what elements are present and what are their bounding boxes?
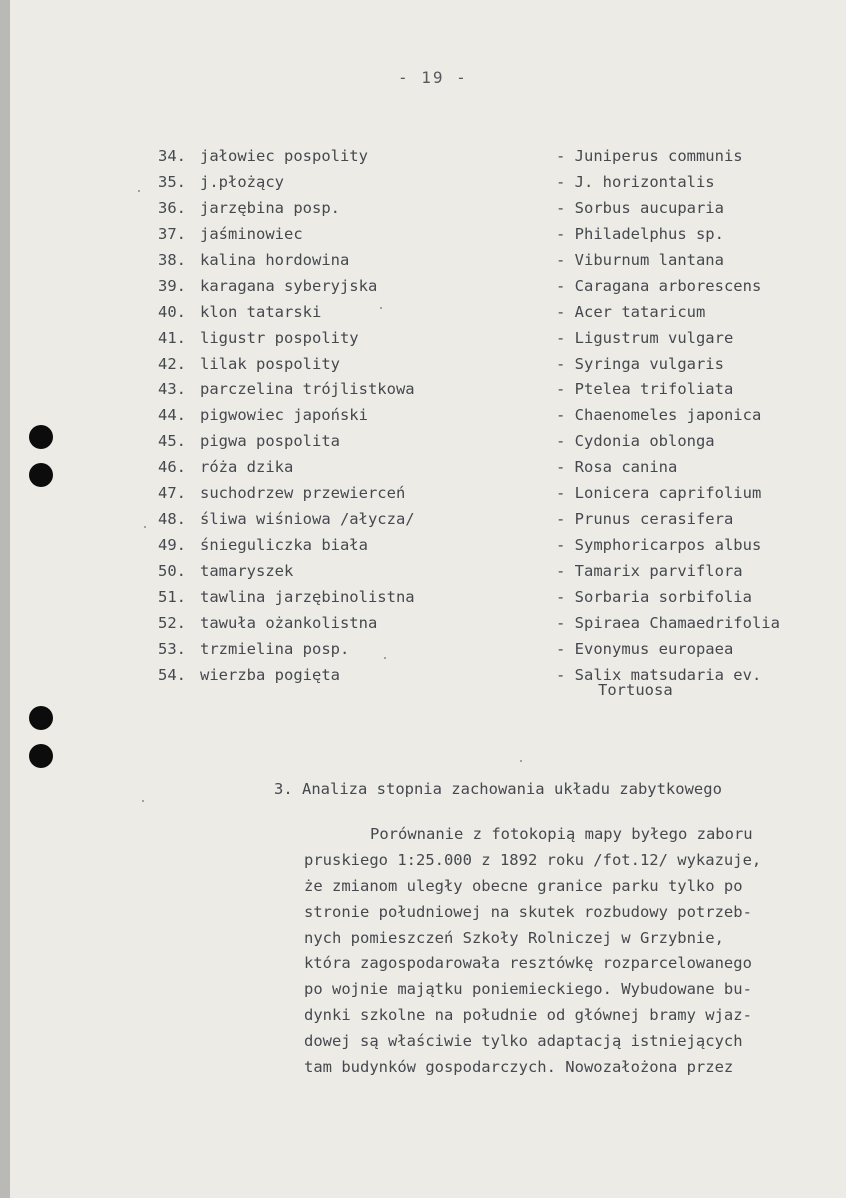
item-number: 38. bbox=[158, 250, 186, 269]
latin-name: - Juniperus communis bbox=[556, 147, 743, 165]
item-number: 48. bbox=[158, 510, 186, 529]
latin-name: - Symphoricarpos albus bbox=[556, 536, 762, 555]
latin-name: - Lonicera caprifolium bbox=[556, 484, 762, 503]
item-number: 47. bbox=[158, 484, 186, 503]
list-item bbox=[158, 403, 846, 429]
item-number: 45. bbox=[158, 432, 186, 451]
latin-name: - Salix matsudaria ev. bbox=[556, 665, 762, 684]
list-item bbox=[158, 507, 846, 533]
paragraph-line: po wojnie majątku poniemieckiego. Wybudowane bu- bbox=[304, 980, 752, 999]
list-item bbox=[158, 170, 846, 196]
paragraph-line: nych pomieszczeń Szkoły Rolniczej w Grzybnie, bbox=[304, 928, 724, 947]
polish-name: kalina hordowina bbox=[200, 250, 350, 269]
polish-name: pigwowiec japoński bbox=[200, 406, 368, 425]
paper-speck bbox=[520, 760, 522, 762]
punch-hole bbox=[29, 706, 53, 730]
item-number: 50. bbox=[158, 562, 186, 580]
list-item bbox=[158, 611, 846, 637]
latin-name: - Evonymus europaea bbox=[556, 639, 734, 658]
paragraph-line: która zagospodarowała resztówkę rozparcelowanego bbox=[304, 954, 752, 973]
item-number: 42. bbox=[158, 354, 186, 373]
list-item bbox=[158, 559, 846, 585]
polish-name: tamaryszek bbox=[200, 562, 294, 580]
latin-name: - Rosa canina bbox=[556, 458, 678, 477]
list-item bbox=[158, 196, 846, 222]
paragraph-line: tam budynków gospodarczych. Nowozałożona przez bbox=[304, 1058, 734, 1077]
punch-hole bbox=[29, 744, 53, 768]
paragraph-line: że zmianom uległy obecne granice parku tylko po bbox=[304, 876, 743, 895]
item-number: 49. bbox=[158, 536, 186, 555]
list-item bbox=[158, 455, 846, 481]
paragraph-line: Porównanie z fotokopią mapy byłego zaboru bbox=[370, 825, 753, 843]
latin-name: - Syringa vulgaris bbox=[556, 354, 724, 373]
punch-hole bbox=[29, 425, 53, 449]
polish-name: tawlina jarzębinolistna bbox=[200, 587, 415, 606]
item-number: 39. bbox=[158, 276, 186, 295]
list-item bbox=[158, 248, 846, 274]
page-number: - 19 - bbox=[398, 68, 468, 87]
document-page bbox=[10, 0, 846, 1198]
polish-name: lilak pospolity bbox=[200, 354, 340, 373]
latin-name: - Ptelea trifoliata bbox=[556, 380, 734, 399]
paper-speck bbox=[384, 657, 386, 659]
latin-name: - J. horizontalis bbox=[556, 172, 715, 191]
item-number: 41. bbox=[158, 328, 186, 347]
polish-name: suchodrzew przewierceń bbox=[200, 484, 406, 503]
list-item bbox=[158, 377, 846, 403]
polish-name: jaśminowiec bbox=[200, 224, 303, 243]
latin-name: - Ligustrum vulgare bbox=[556, 328, 734, 347]
paper-speck bbox=[380, 307, 382, 309]
list-item bbox=[158, 533, 846, 559]
paper-speck bbox=[138, 190, 140, 192]
item-number: 35. bbox=[158, 172, 186, 191]
polish-name: jarzębina posp. bbox=[200, 198, 340, 217]
item-number: 54. bbox=[158, 665, 186, 684]
polish-name: tawuła ożankolistna bbox=[200, 613, 378, 632]
polish-name: róża dzika bbox=[200, 458, 294, 477]
paragraph-line: dowej są właściwie tylko adaptacją istniejących bbox=[304, 1032, 743, 1051]
paragraph-line: stronie południowej na skutek rozbudowy potrzeb- bbox=[304, 902, 752, 921]
latin-name: - Chaenomeles japonica bbox=[556, 406, 762, 425]
item-number: 43. bbox=[158, 380, 186, 399]
paragraph-line: dynki szkolne na południe od głównej bramy wjaz- bbox=[304, 1006, 752, 1025]
item-number: 51. bbox=[158, 587, 186, 606]
item-number: 34. bbox=[158, 147, 186, 165]
species-list bbox=[158, 144, 846, 689]
polish-name: karagana syberyjska bbox=[200, 276, 378, 295]
polish-name: śliwa wiśniowa /ałycza/ bbox=[200, 510, 415, 529]
item-number: 37. bbox=[158, 224, 186, 243]
item-number: 53. bbox=[158, 639, 186, 658]
latin-name: - Sorbaria sorbifolia bbox=[556, 587, 752, 606]
polish-name: ligustr pospolity bbox=[200, 328, 359, 347]
polish-name: klon tatarski bbox=[200, 302, 322, 321]
list-item bbox=[158, 429, 846, 455]
paper-speck bbox=[144, 526, 146, 528]
polish-name: śnieguliczka biała bbox=[200, 536, 368, 555]
latin-name: - Prunus cerasifera bbox=[556, 510, 734, 529]
polish-name: trzmielina posp. bbox=[200, 639, 350, 658]
latin-name: - Sorbus aucuparia bbox=[556, 198, 724, 217]
polish-name: wierzba pogięta bbox=[200, 665, 340, 684]
polish-name: pigwa pospolita bbox=[200, 432, 340, 451]
item-number: 40. bbox=[158, 302, 186, 321]
item-number: 52. bbox=[158, 613, 186, 632]
list-item bbox=[158, 144, 846, 170]
list-item bbox=[158, 585, 846, 611]
latin-name: - Acer tataricum bbox=[556, 302, 706, 321]
polish-name: jałowiec pospolity bbox=[200, 147, 368, 165]
paper-speck bbox=[142, 800, 144, 802]
body-paragraph bbox=[304, 822, 844, 1081]
paragraph-line: pruskiego 1:25.000 z 1892 roku /fot.12/ wykazuje, bbox=[304, 850, 762, 869]
list-item bbox=[158, 637, 846, 663]
latin-name: - Cydonia oblonga bbox=[556, 432, 715, 451]
latin-name: - Philadelphus sp. bbox=[556, 224, 724, 243]
item-number: 36. bbox=[158, 198, 186, 217]
latin-name: - Viburnum lantana bbox=[556, 250, 724, 269]
list-item bbox=[158, 663, 846, 689]
list-item bbox=[158, 326, 846, 352]
latin-name: - Caragana arborescens bbox=[556, 276, 762, 295]
list-item bbox=[158, 352, 846, 378]
item-number: 46. bbox=[158, 458, 186, 477]
list-item bbox=[158, 300, 846, 326]
latin-name: - Tamarix parviflora bbox=[556, 562, 743, 580]
latin-name: - Spiraea Chamaedrifolia bbox=[556, 613, 780, 632]
list-item bbox=[158, 481, 846, 507]
punch-hole bbox=[29, 463, 53, 487]
list-item bbox=[158, 222, 846, 248]
list-item bbox=[158, 274, 846, 300]
polish-name: parczelina trójlistkowa bbox=[200, 380, 415, 399]
polish-name: j.płożący bbox=[200, 172, 284, 191]
item-number: 44. bbox=[158, 406, 186, 425]
section-heading: 3. Analiza stopnia zachowania układu zabytkowego bbox=[274, 780, 722, 798]
latin-name-continuation: Tortuosa bbox=[598, 681, 673, 699]
